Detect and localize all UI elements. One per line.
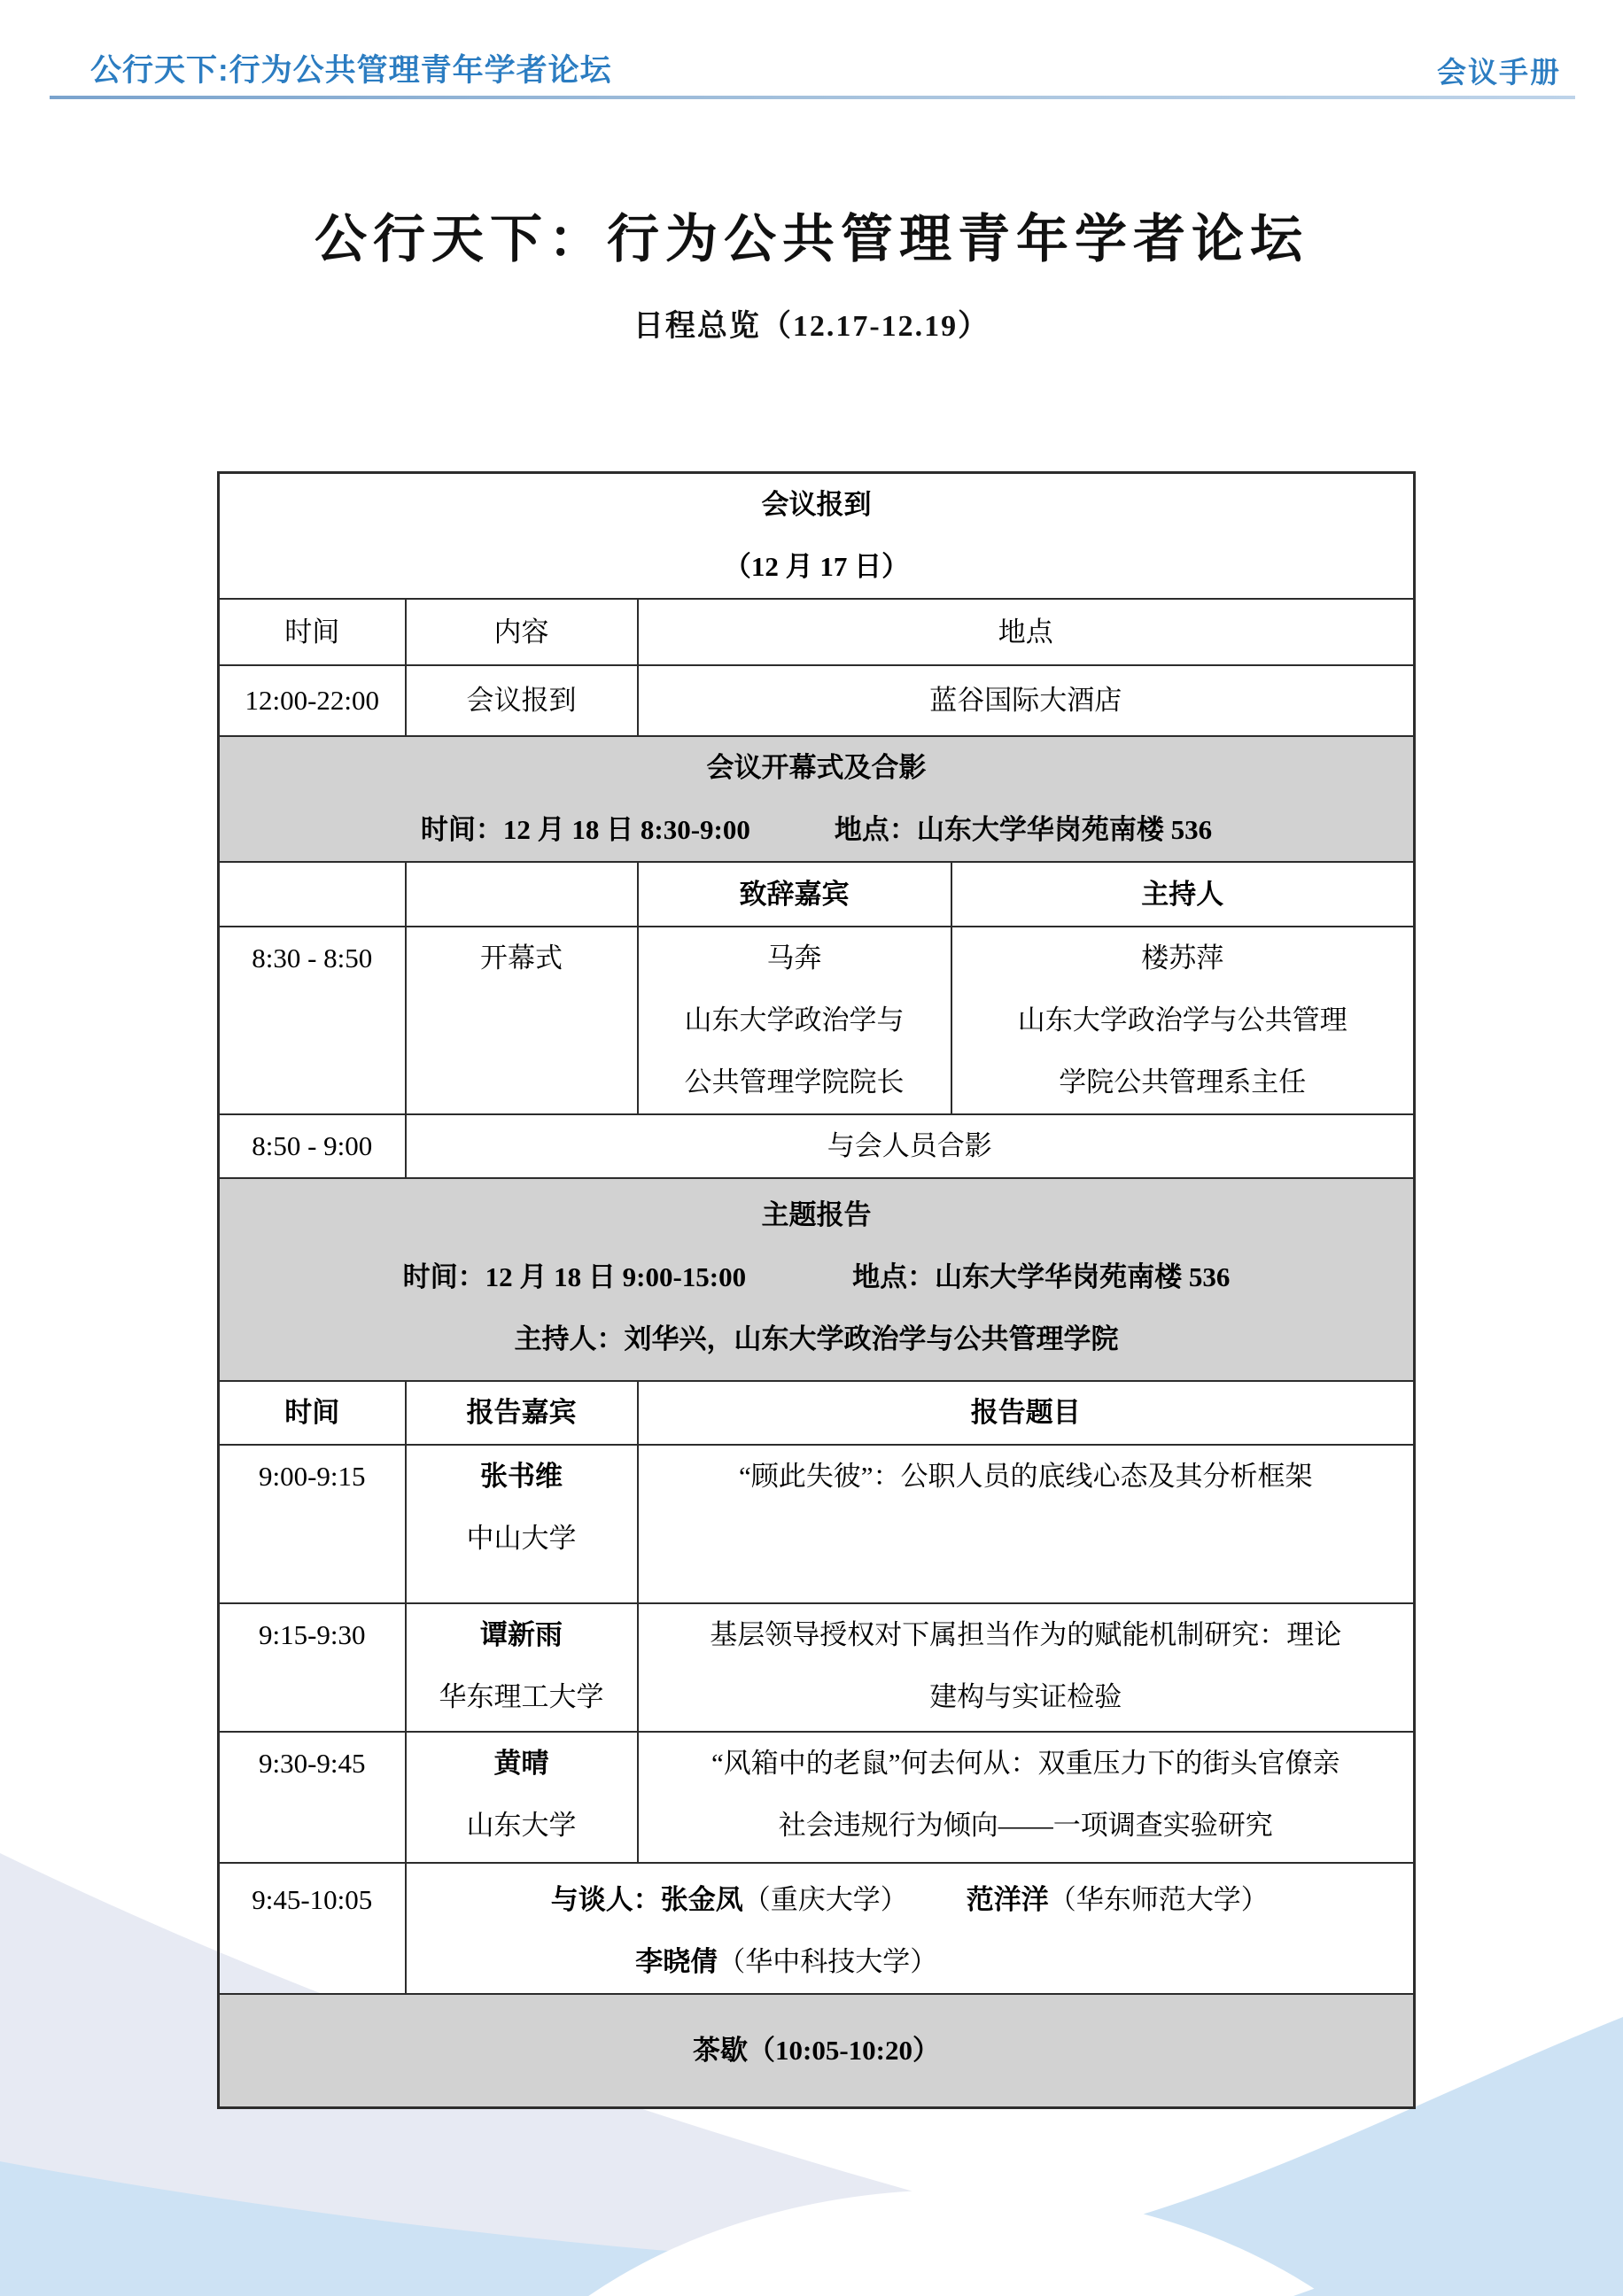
talk-title-cell — [638, 1732, 1415, 1863]
table-row — [219, 1863, 1415, 1994]
page-subtitle: 日程总览（12.17-12.19） — [633, 310, 990, 343]
keynote-info-time: 时间：12 月 18 日 9:00-15:00 — [402, 1261, 747, 1292]
talk-title-line: “风箱中的老鼠”何去何从：双重压力下的街头官僚亲 — [711, 1748, 1340, 1779]
table-row — [219, 862, 1415, 927]
discussant-affiliation: （重庆大学） — [742, 1884, 908, 1915]
header-divider-line — [50, 96, 1575, 99]
col-header-host: 主持人 — [951, 862, 1415, 927]
table-row — [219, 1732, 1415, 1863]
registration-title: 会议报到 — [761, 489, 872, 520]
opening-section-band — [219, 736, 1415, 862]
opening-info-place: 地点：山东大学华岗苑南楼 536 — [834, 814, 1213, 845]
col-header-topic: 报告题目 — [638, 1381, 1415, 1445]
talk-guest-name: 张书维 — [480, 1461, 563, 1492]
talk-title-line: 建构与实证检验 — [929, 1681, 1122, 1712]
talk-guest-affiliation: 华东理工大学 — [439, 1681, 604, 1712]
col-header-place: 地点 — [638, 599, 1415, 665]
empty-cell — [219, 862, 406, 927]
talk-guest-affiliation: 中山大学 — [466, 1523, 577, 1554]
talk-title-cell — [638, 1603, 1415, 1732]
registration-content: 会议报到 — [406, 665, 638, 736]
talk-title-line: “顾此失彼”：公职人员的底线心态及其分析框架 — [738, 1461, 1313, 1492]
opening-section-title: 会议开幕式及合影 — [706, 752, 927, 783]
table-row — [219, 1994, 1415, 2107]
keynote-section-band — [219, 1178, 1415, 1381]
tea-break-band: 茶歇（10:05-10:20） — [219, 1994, 1415, 2107]
keynote-info-place: 地点：山东大学华岗苑南楼 536 — [852, 1261, 1231, 1292]
host-name: 楼苏萍 — [1141, 942, 1224, 973]
talk-guest-cell — [406, 1603, 638, 1732]
talk-guest-affiliation: 山东大学 — [466, 1810, 577, 1841]
registration-header-cell — [219, 473, 1415, 600]
discussion-time: 9:45-10:05 — [219, 1863, 406, 1994]
ceremony-host-cell — [951, 927, 1415, 1114]
ceremony-content: 开幕式 — [406, 927, 638, 1114]
col-header-time: 时间 — [219, 599, 406, 665]
col-header-speaker: 致辞嘉宾 — [638, 862, 951, 927]
talk-time: 9:00-9:15 — [219, 1445, 406, 1603]
talk-guest-name: 黄晴 — [493, 1748, 549, 1779]
discussant-affiliation: （华东师范大学） — [1048, 1884, 1269, 1915]
photo-content: 与会人员合影 — [406, 1114, 1415, 1178]
talk-title-cell — [638, 1445, 1415, 1603]
talk-guest-cell — [406, 1732, 638, 1863]
discussion-prefix: 与谈人： — [550, 1884, 661, 1915]
table-row — [219, 1603, 1415, 1732]
discussant-affiliation: （华中科技大学） — [718, 1946, 938, 1977]
speaker-affiliation-line: 山东大学政治学与 — [684, 1004, 905, 1036]
discussion-line-2 — [406, 1931, 1287, 1993]
running-header-title: 公行天下:行为公共管理青年学者论坛 — [90, 53, 612, 88]
speaker-name: 马奔 — [766, 942, 822, 973]
table-row — [219, 1381, 1415, 1445]
talk-time: 9:15-9:30 — [219, 1603, 406, 1732]
keynote-info-host: 主持人：刘华兴，山东大学政治学与公共管理学院 — [514, 1323, 1119, 1354]
discussion-cell — [406, 1863, 1415, 1994]
table-row — [219, 1178, 1415, 1381]
photo-time: 8:50 - 9:00 — [219, 1114, 406, 1178]
table-row — [219, 473, 1415, 600]
talk-guest-cell — [406, 1445, 638, 1603]
schedule-table — [217, 471, 1416, 2109]
discussion-line-1 — [410, 1869, 1410, 1931]
table-row — [219, 1445, 1415, 1603]
keynote-section-title: 主题报告 — [761, 1199, 872, 1230]
keynote-section-info — [223, 1246, 1409, 1308]
talk-title-line: 基层领导授权对下属担当作为的赋能机制研究：理论 — [710, 1619, 1342, 1650]
page-title: 公行天下：行为公共管理青年学者论坛 — [314, 210, 1308, 268]
discussant-name: 范洋洋 — [966, 1884, 1049, 1915]
host-affiliation-line: 山东大学政治学与公共管理 — [1017, 1004, 1347, 1036]
talk-title-line: 社会违规行为倾向——一项调查实验研究 — [778, 1810, 1273, 1841]
col-header-content: 内容 — [406, 599, 638, 665]
col-header-time: 时间 — [219, 1381, 406, 1445]
table-row — [219, 665, 1415, 736]
empty-cell — [406, 862, 638, 927]
running-header-manual-label: 会议手册 — [1437, 58, 1561, 89]
col-header-guest: 报告嘉宾 — [406, 1381, 638, 1445]
talk-guest-name: 谭新雨 — [480, 1619, 563, 1650]
ceremony-speaker-cell — [638, 927, 951, 1114]
speaker-affiliation-line: 公共管理学院院长 — [684, 1067, 905, 1098]
opening-info-time: 时间：12 月 18 日 8:30-9:00 — [420, 814, 750, 845]
table-row — [219, 599, 1415, 665]
discussant-name: 李晓倩 — [635, 1946, 718, 1977]
discussant-name: 张金凤 — [660, 1884, 743, 1915]
registration-time: 12:00-22:00 — [219, 665, 406, 736]
talk-time: 9:30-9:45 — [219, 1732, 406, 1863]
opening-section-info — [223, 799, 1409, 861]
table-row — [219, 1114, 1415, 1178]
table-row — [219, 927, 1415, 1114]
table-row — [219, 736, 1415, 862]
host-affiliation-line: 学院公共管理系主任 — [1059, 1067, 1307, 1098]
registration-place: 蓝谷国际大酒店 — [638, 665, 1415, 736]
registration-date: （12 月 17 日） — [723, 551, 910, 582]
ceremony-time: 8:30 - 8:50 — [219, 927, 406, 1114]
